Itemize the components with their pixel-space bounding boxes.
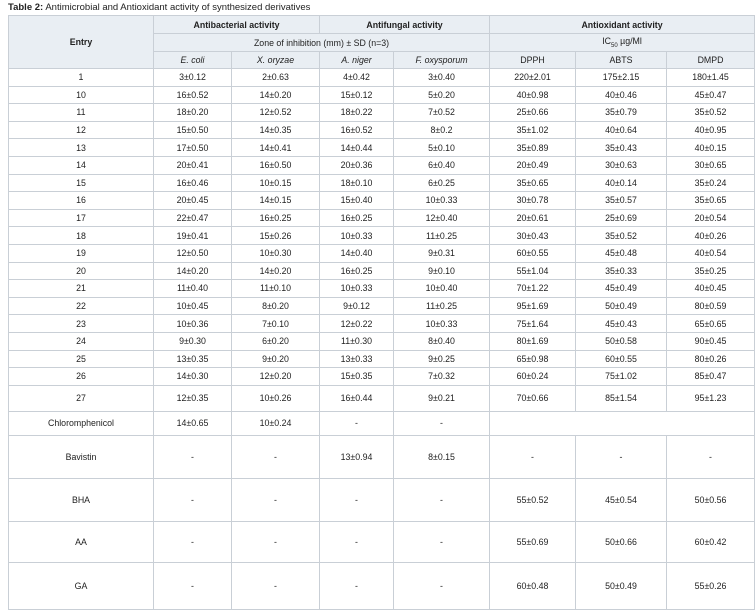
entry-cell: 23 xyxy=(9,315,154,333)
abts-cell: 30±0.63 xyxy=(576,156,667,174)
aniger-cell: 13±0.94 xyxy=(320,435,394,478)
aniger-cell: 16±0.25 xyxy=(320,262,394,280)
dmpd-cell: 20±0.54 xyxy=(667,209,755,227)
ecoli-cell: 16±0.46 xyxy=(154,174,232,192)
entry-cell: BHA xyxy=(9,478,154,521)
aniger-cell: 20±0.36 xyxy=(320,156,394,174)
abts-cell: 40±0.14 xyxy=(576,174,667,192)
aniger-cell: 15±0.35 xyxy=(320,368,394,386)
abts-cell: 35±0.57 xyxy=(576,192,667,210)
dpph-cell: 30±0.78 xyxy=(490,192,576,210)
foxysporum-cell: 9±0.31 xyxy=(394,244,490,262)
entry-cell: 18 xyxy=(9,227,154,245)
dpph-cell: 70±1.22 xyxy=(490,280,576,298)
table-row xyxy=(9,315,755,333)
abts-cell: 45±0.49 xyxy=(576,280,667,298)
aniger-cell: - xyxy=(320,411,394,435)
entry-cell: 10 xyxy=(9,86,154,104)
entry-cell: 12 xyxy=(9,121,154,139)
aniger-cell: 14±0.44 xyxy=(320,139,394,157)
zone-of-inhibition-header: Zone of inhibition (mm) ± SD (n=3) xyxy=(154,34,490,52)
table-row xyxy=(9,227,755,245)
dpph-cell: 60±0.24 xyxy=(490,368,576,386)
xoryzae-cell: 15±0.26 xyxy=(232,227,320,245)
dmpd-cell: 50±0.56 xyxy=(667,478,755,521)
abts-cell: 75±1.02 xyxy=(576,368,667,386)
ecoli-cell: 10±0.36 xyxy=(154,315,232,333)
ecoli-cell: 14±0.65 xyxy=(154,411,232,435)
dpph-cell: 35±0.89 xyxy=(490,139,576,157)
table-row-chloramphenicol xyxy=(9,411,755,435)
dpph-cell: 55±1.04 xyxy=(490,262,576,280)
dmpd-cell: 80±0.26 xyxy=(667,350,755,368)
dmpd-cell: 40±0.26 xyxy=(667,227,755,245)
entry-cell: Chloromphenicol xyxy=(9,411,154,435)
table-row xyxy=(9,192,755,210)
aniger-cell: 4±0.42 xyxy=(320,69,394,87)
dmpd-cell: 60±0.42 xyxy=(667,521,755,562)
aniger-cell: 16±0.25 xyxy=(320,209,394,227)
ecoli-cell: 12±0.50 xyxy=(154,244,232,262)
dmpd-cell: 35±0.24 xyxy=(667,174,755,192)
foxysporum-cell: 12±0.40 xyxy=(394,209,490,227)
table-row xyxy=(9,350,755,368)
foxysporum-cell: 5±0.20 xyxy=(394,86,490,104)
entry-cell: 11 xyxy=(9,104,154,122)
entry-cell: 13 xyxy=(9,139,154,157)
xoryzae-cell: 16±0.25 xyxy=(232,209,320,227)
entry-cell: 26 xyxy=(9,368,154,386)
foxysporum-cell: - xyxy=(394,562,490,609)
xoryzae-cell: 6±0.20 xyxy=(232,332,320,350)
ecoli-cell: - xyxy=(154,435,232,478)
dmpd-cell: 35±0.65 xyxy=(667,192,755,210)
foxysporum-cell: 8±0.2 xyxy=(394,121,490,139)
foxysporum-cell: 6±0.25 xyxy=(394,174,490,192)
ic50-unit: µg/Ml xyxy=(617,36,642,47)
dmpd-cell: 40±0.54 xyxy=(667,244,755,262)
entry-cell: 27 xyxy=(9,385,154,411)
table-row xyxy=(9,139,755,157)
ecoli-cell: 9±0.30 xyxy=(154,332,232,350)
foxysporum-cell: - xyxy=(394,478,490,521)
abts-cell: 40±0.64 xyxy=(576,121,667,139)
table-row xyxy=(9,332,755,350)
xoryzae-cell: 14±0.20 xyxy=(232,86,320,104)
ic50-subscript: 50 xyxy=(611,42,618,49)
antioxidant-empty-cell xyxy=(490,411,755,435)
entry-cell: 24 xyxy=(9,332,154,350)
ecoli-cell: 14±0.20 xyxy=(154,262,232,280)
entry-cell: 19 xyxy=(9,244,154,262)
dpph-cell: 60±0.55 xyxy=(490,244,576,262)
foxysporum-cell: 10±0.33 xyxy=(394,315,490,333)
ecoli-cell: 20±0.41 xyxy=(154,156,232,174)
xoryzae-cell: - xyxy=(232,521,320,562)
dmpd-cell: 40±0.15 xyxy=(667,139,755,157)
foxysporum-header: F. oxysporum xyxy=(394,52,490,69)
ecoli-cell: 18±0.20 xyxy=(154,104,232,122)
entry-cell: 17 xyxy=(9,209,154,227)
foxysporum-cell: 10±0.40 xyxy=(394,280,490,298)
dpph-cell: 220±2.01 xyxy=(490,69,576,87)
entry-cell: 1 xyxy=(9,69,154,87)
aniger-cell: 16±0.52 xyxy=(320,121,394,139)
aniger-cell: 11±0.30 xyxy=(320,332,394,350)
ecoli-cell: - xyxy=(154,478,232,521)
ic50-label: IC xyxy=(602,36,612,47)
foxysporum-cell: 6±0.40 xyxy=(394,156,490,174)
abts-cell: 50±0.49 xyxy=(576,562,667,609)
antioxidant-header: Antioxidant activity xyxy=(490,16,755,34)
ecoli-cell: 12±0.35 xyxy=(154,385,232,411)
xoryzae-cell: 14±0.20 xyxy=(232,262,320,280)
table-row xyxy=(9,262,755,280)
xoryzae-cell: 10±0.26 xyxy=(232,385,320,411)
abts-cell: 40±0.46 xyxy=(576,86,667,104)
abts-cell: 85±1.54 xyxy=(576,385,667,411)
caption-label: Table 2: xyxy=(8,2,44,13)
dmpd-cell: 65±0.65 xyxy=(667,315,755,333)
dpph-cell: 95±1.69 xyxy=(490,297,576,315)
aniger-cell: 12±0.22 xyxy=(320,315,394,333)
dmpd-cell: 90±0.45 xyxy=(667,332,755,350)
xoryzae-cell: 9±0.20 xyxy=(232,350,320,368)
aniger-header: A. niger xyxy=(320,52,394,69)
dpph-cell: - xyxy=(490,435,576,478)
aniger-cell: - xyxy=(320,562,394,609)
xoryzae-cell: 2±0.63 xyxy=(232,69,320,87)
ecoli-cell: 15±0.50 xyxy=(154,121,232,139)
ecoli-cell: 14±0.30 xyxy=(154,368,232,386)
aniger-cell: 16±0.44 xyxy=(320,385,394,411)
ic50-header xyxy=(490,34,755,52)
abts-header: ABTS xyxy=(576,52,667,69)
dmpd-cell: 55±0.26 xyxy=(667,562,755,609)
dpph-cell: 70±0.66 xyxy=(490,385,576,411)
entry-cell: AA xyxy=(9,521,154,562)
dpph-cell: 75±1.64 xyxy=(490,315,576,333)
xoryzae-cell: 14±0.15 xyxy=(232,192,320,210)
foxysporum-cell: 9±0.21 xyxy=(394,385,490,411)
abts-cell: 35±0.43 xyxy=(576,139,667,157)
abts-cell: 45±0.43 xyxy=(576,315,667,333)
entry-cell: 20 xyxy=(9,262,154,280)
abts-cell: 45±0.54 xyxy=(576,478,667,521)
entry-header: Entry xyxy=(9,16,154,69)
xoryzae-cell: 7±0.10 xyxy=(232,315,320,333)
aniger-cell: - xyxy=(320,478,394,521)
xoryzae-cell: 8±0.20 xyxy=(232,297,320,315)
dmpd-cell: 180±1.45 xyxy=(667,69,755,87)
dpph-cell: 20±0.49 xyxy=(490,156,576,174)
aniger-cell: 10±0.33 xyxy=(320,280,394,298)
antibacterial-header: Antibacterial activity xyxy=(154,16,320,34)
dpph-cell: 30±0.43 xyxy=(490,227,576,245)
aniger-cell: 9±0.12 xyxy=(320,297,394,315)
foxysporum-cell: 10±0.33 xyxy=(394,192,490,210)
ecoli-cell: 11±0.40 xyxy=(154,280,232,298)
table-row xyxy=(9,297,755,315)
foxysporum-cell: 8±0.15 xyxy=(394,435,490,478)
table-row xyxy=(9,156,755,174)
dmpd-cell: 95±1.23 xyxy=(667,385,755,411)
entry-cell: 21 xyxy=(9,280,154,298)
dpph-cell: 80±1.69 xyxy=(490,332,576,350)
dpph-cell: 35±1.02 xyxy=(490,121,576,139)
foxysporum-cell: 9±0.10 xyxy=(394,262,490,280)
abts-cell: 50±0.58 xyxy=(576,332,667,350)
activity-table xyxy=(8,15,755,610)
entry-cell: 15 xyxy=(9,174,154,192)
aniger-cell: 10±0.33 xyxy=(320,227,394,245)
dpph-header: DPPH xyxy=(490,52,576,69)
aniger-cell: 15±0.40 xyxy=(320,192,394,210)
xoryzae-cell: - xyxy=(232,435,320,478)
xoryzae-cell: 10±0.15 xyxy=(232,174,320,192)
dmpd-cell: 45±0.47 xyxy=(667,86,755,104)
dpph-cell: 55±0.52 xyxy=(490,478,576,521)
entry-cell: 14 xyxy=(9,156,154,174)
table-row xyxy=(9,209,755,227)
data-rows xyxy=(9,69,755,386)
table-row-bha xyxy=(9,478,755,521)
table-row xyxy=(9,69,755,87)
aniger-cell: 15±0.12 xyxy=(320,86,394,104)
abts-cell: 50±0.49 xyxy=(576,297,667,315)
foxysporum-cell: - xyxy=(394,521,490,562)
abts-cell: 25±0.69 xyxy=(576,209,667,227)
ecoli-cell: 22±0.47 xyxy=(154,209,232,227)
aniger-cell: 18±0.22 xyxy=(320,104,394,122)
caption-text: Antimicrobial and Antioxidant activity of synthesized derivatives xyxy=(45,2,311,13)
foxysporum-cell: 11±0.25 xyxy=(394,297,490,315)
table-row xyxy=(9,280,755,298)
aniger-cell: 14±0.40 xyxy=(320,244,394,262)
xoryzae-cell: 10±0.30 xyxy=(232,244,320,262)
table-row xyxy=(9,385,755,411)
ecoli-cell: 13±0.35 xyxy=(154,350,232,368)
dpph-cell: 40±0.98 xyxy=(490,86,576,104)
table-row xyxy=(9,368,755,386)
header-row-groups xyxy=(9,16,755,34)
foxysporum-cell: 9±0.25 xyxy=(394,350,490,368)
dpph-cell: 35±0.65 xyxy=(490,174,576,192)
foxysporum-cell: 3±0.40 xyxy=(394,69,490,87)
foxysporum-cell: - xyxy=(394,411,490,435)
table-row-ga xyxy=(9,562,755,609)
xoryzae-cell: 14±0.35 xyxy=(232,121,320,139)
foxysporum-cell: 5±0.10 xyxy=(394,139,490,157)
ecoli-cell: - xyxy=(154,521,232,562)
table-row xyxy=(9,121,755,139)
abts-cell: 175±2.15 xyxy=(576,69,667,87)
ecoli-cell: 10±0.45 xyxy=(154,297,232,315)
dpph-cell: 60±0.48 xyxy=(490,562,576,609)
abts-cell: - xyxy=(576,435,667,478)
entry-cell: Bavistin xyxy=(9,435,154,478)
abts-cell: 35±0.33 xyxy=(576,262,667,280)
abts-cell: 60±0.55 xyxy=(576,350,667,368)
entry-cell: 25 xyxy=(9,350,154,368)
xoryzae-cell: 10±0.24 xyxy=(232,411,320,435)
abts-cell: 50±0.66 xyxy=(576,521,667,562)
xoryzae-header: X. oryzae xyxy=(232,52,320,69)
table-caption xyxy=(8,2,310,13)
xoryzae-cell: - xyxy=(232,478,320,521)
table-row-bavistin xyxy=(9,435,755,478)
entry-cell: GA xyxy=(9,562,154,609)
ecoli-cell: 20±0.45 xyxy=(154,192,232,210)
dmpd-cell: 80±0.59 xyxy=(667,297,755,315)
table-row-aa xyxy=(9,521,755,562)
dmpd-cell: 40±0.45 xyxy=(667,280,755,298)
dmpd-cell: 35±0.52 xyxy=(667,104,755,122)
aniger-cell: 13±0.33 xyxy=(320,350,394,368)
dmpd-cell: 35±0.25 xyxy=(667,262,755,280)
aniger-cell: - xyxy=(320,521,394,562)
antifungal-header: Antifungal activity xyxy=(320,16,490,34)
abts-cell: 35±0.52 xyxy=(576,227,667,245)
dmpd-cell: - xyxy=(667,435,755,478)
entry-cell: 22 xyxy=(9,297,154,315)
xoryzae-cell: 12±0.52 xyxy=(232,104,320,122)
ecoli-cell: 17±0.50 xyxy=(154,139,232,157)
dmpd-header: DMPD xyxy=(667,52,755,69)
entry-cell: 16 xyxy=(9,192,154,210)
ecoli-cell: 19±0.41 xyxy=(154,227,232,245)
ecoli-cell: - xyxy=(154,562,232,609)
aniger-cell: 18±0.10 xyxy=(320,174,394,192)
foxysporum-cell: 7±0.32 xyxy=(394,368,490,386)
dpph-cell: 65±0.98 xyxy=(490,350,576,368)
foxysporum-cell: 11±0.25 xyxy=(394,227,490,245)
xoryzae-cell: 12±0.20 xyxy=(232,368,320,386)
abts-cell: 45±0.48 xyxy=(576,244,667,262)
table-row xyxy=(9,104,755,122)
dmpd-cell: 40±0.95 xyxy=(667,121,755,139)
ecoli-cell: 3±0.12 xyxy=(154,69,232,87)
xoryzae-cell: 14±0.41 xyxy=(232,139,320,157)
dmpd-cell: 30±0.65 xyxy=(667,156,755,174)
dpph-cell: 25±0.66 xyxy=(490,104,576,122)
foxysporum-cell: 8±0.40 xyxy=(394,332,490,350)
table-row xyxy=(9,86,755,104)
table-row xyxy=(9,174,755,192)
dpph-cell: 20±0.61 xyxy=(490,209,576,227)
ecoli-header: E. coli xyxy=(154,52,232,69)
dmpd-cell: 85±0.47 xyxy=(667,368,755,386)
table-row xyxy=(9,244,755,262)
foxysporum-cell: 7±0.52 xyxy=(394,104,490,122)
xoryzae-cell: 16±0.50 xyxy=(232,156,320,174)
ecoli-cell: 16±0.52 xyxy=(154,86,232,104)
abts-cell: 35±0.79 xyxy=(576,104,667,122)
dpph-cell: 55±0.69 xyxy=(490,521,576,562)
xoryzae-cell: 11±0.10 xyxy=(232,280,320,298)
xoryzae-cell: - xyxy=(232,562,320,609)
